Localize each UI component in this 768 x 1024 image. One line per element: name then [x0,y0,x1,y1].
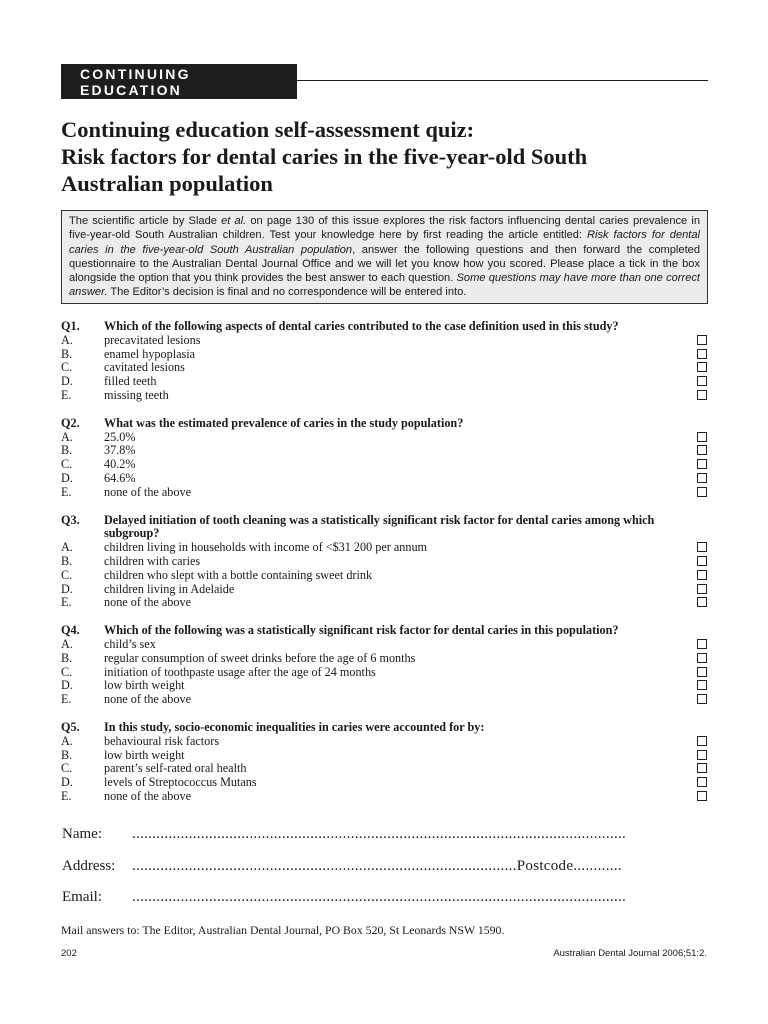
answer-checkbox[interactable] [697,473,707,483]
intro-text-3: , answer the following questions and then forward the completed questionnaire to the Australian Dental Journal Office and we will let you know how you scored. Please place a tick in the box alongside the option that you think provides the best answer to each question. [69,243,700,285]
option-letter: C. [61,457,73,472]
option-text: initiation of toothpaste usage after the age of 24 months [104,664,376,679]
intro-italic-1: et al. [221,215,247,227]
address-label: Address: [62,858,116,874]
option-letter: D. [61,678,73,693]
answer-checkbox[interactable] [697,694,707,704]
name-label: Name: [62,826,102,842]
name-field[interactable] [62,826,702,843]
option-row [61,596,711,610]
answer-checkbox[interactable] [697,542,707,552]
option-letter: E. [61,387,72,402]
question-number: Q4. [61,623,80,638]
option-letter: E. [61,788,72,803]
option-row [61,444,711,458]
answer-checkbox[interactable] [697,763,707,773]
answer-checkbox[interactable] [697,750,707,760]
answer-checkbox[interactable] [697,362,707,372]
option-text: children living in households with income of <$31 200 per annum [104,540,428,555]
address-dotted-line[interactable]: ...............................................................................................Postcode............ [132,858,622,874]
question-3 [61,514,711,611]
option-row [61,555,711,569]
option-text: none of the above [104,484,191,499]
option-text: children who slept with a bottle containing sweet drink [104,567,373,582]
option-text: filled teeth [104,374,157,389]
answer-checkbox[interactable] [697,445,707,455]
option-row [61,679,711,693]
question-row [61,624,711,638]
option-row [61,652,711,666]
option-letter: C. [61,664,73,679]
banner-rule [297,80,708,81]
option-text: levels of Streptococcus Mutans [104,775,257,790]
option-letter: B. [61,650,73,665]
answer-checkbox[interactable] [697,335,707,345]
option-text: precavitated lesions [104,332,201,347]
email-label: Email: [62,889,102,905]
answer-checkbox[interactable] [697,653,707,663]
option-text: low birth weight [104,678,185,693]
option-text: low birth weight [104,747,185,762]
option-letter: C. [61,567,73,582]
option-row [61,486,711,500]
option-text: 64.6% [104,470,136,485]
option-row [61,431,711,445]
option-letter: E. [61,692,72,707]
option-letter: A. [61,733,73,748]
option-letter: E. [61,595,72,610]
answer-checkbox[interactable] [697,376,707,386]
answer-checkbox[interactable] [697,680,707,690]
option-row [61,458,711,472]
question-4 [61,624,711,707]
option-row [61,583,711,597]
intro-text-4: The Editor’s decision is final and no correspondence will be entered into. [107,286,467,299]
answer-checkbox[interactable] [697,432,707,442]
option-row [61,348,711,362]
option-text: regular consumption of sweet drinks before the age of 6 months [104,650,416,665]
option-row [61,472,711,486]
question-row [61,320,711,334]
question-number: Q1. [61,319,80,333]
section-banner [61,64,297,99]
answer-checkbox[interactable] [697,777,707,787]
question-row [61,417,711,431]
option-text: child’s sex [104,636,156,651]
question-text: Which of the following was a statistically significant risk factor for dental caries in this population? [104,623,619,638]
quiz-questions [61,320,711,818]
intro-text-2: on page 130 of this issue explores the risk factors influencing dental caries prevalence in five-year-old South Australian children. Test your knowledge here by first reading the article entitled: [69,215,701,242]
question-text: What was the estimated prevalence of caries in the study population? [104,415,464,430]
question-text: Which of the following aspects of dental caries contributed to the case definition used in this study? [104,319,619,333]
title-line-1: Continuing education self-assessment quiz: [61,117,475,142]
option-letter: A. [61,429,73,444]
answer-checkbox[interactable] [697,487,707,497]
answer-checkbox[interactable] [697,667,707,677]
intro-article-title: Risk factors for dental caries in the five-year-old South Australian population [69,229,701,256]
option-row [61,334,711,348]
option-row [61,749,711,763]
option-text: children living in Adelaide [104,581,235,596]
option-letter: A. [61,540,73,555]
intro-italic-note: Some questions may have more than one correct answer. [69,272,700,299]
option-row [61,375,711,389]
option-letter: A. [61,636,73,651]
intro-box [61,210,708,304]
section-banner-label: CONTINUING EDUCATION [80,65,191,98]
option-text: 37.8% [104,443,136,458]
option-row [61,666,711,680]
option-text: cavitated lesions [104,360,185,375]
option-row [61,541,711,555]
journal-citation: Australian Dental Journal 2006;51:2. [553,948,707,959]
option-text: none of the above [104,692,191,707]
answer-checkbox[interactable] [697,584,707,594]
intro-text-1: The scientific article by Slade [69,215,222,227]
option-letter: D. [61,581,73,596]
answer-checkbox[interactable] [697,570,707,580]
question-text: In this study, socio-economic inequalities in caries were accounted for by: [104,719,485,734]
page-number: 202 [61,948,77,959]
title-line-3: Australian population [61,171,273,196]
mail-instructions: Mail answers to: The Editor, Australian Dental Journal, PO Box 520, St Leonards NSW 1590. [61,923,505,937]
name-dotted-line[interactable]: .......................................................................................................................... [132,826,627,842]
answer-checkbox[interactable] [697,390,707,400]
option-letter: B. [61,553,73,568]
option-letter: B. [61,346,73,361]
option-letter: C. [61,761,73,776]
question-row [61,721,711,735]
answer-checkbox[interactable] [697,349,707,359]
option-text: none of the above [104,788,191,803]
option-row [61,776,711,790]
question-text: Delayed initiation of tooth cleaning was a statistically significant risk factor for dental caries among which subgroup? [104,512,655,541]
option-row [61,569,711,583]
option-letter: D. [61,470,73,485]
option-letter: C. [61,360,73,375]
option-row [61,762,711,776]
title-line-2: Risk factors for dental caries in the five-year-old South [61,144,588,169]
option-text: enamel hypoplasia [104,346,196,361]
option-text: none of the above [104,595,191,610]
question-number: Q3. [61,512,80,527]
option-letter: D. [61,775,73,790]
option-text: children with caries [104,553,201,568]
question-1 [61,320,711,403]
option-row [61,389,711,403]
option-text: 40.2% [104,457,136,472]
answer-checkbox[interactable] [697,597,707,607]
option-letter: B. [61,747,73,762]
page-title [61,116,721,197]
option-row [61,790,711,804]
question-5 [61,721,711,804]
answer-checkbox[interactable] [697,791,707,801]
option-row [61,361,711,375]
answer-checkbox[interactable] [697,556,707,566]
answer-checkbox[interactable] [697,736,707,746]
option-row [61,735,711,749]
option-row [61,638,711,652]
email-field[interactable] [62,889,702,906]
question-row [61,514,711,542]
email-dotted-line[interactable]: .......................................................................................................................... [132,889,627,905]
option-letter: D. [61,374,73,389]
option-letter: E. [61,484,72,499]
address-field[interactable] [62,858,702,875]
option-text: missing teeth [104,387,169,402]
option-text: parent’s self-rated oral health [104,761,247,776]
option-letter: A. [61,332,73,347]
answer-checkbox[interactable] [697,459,707,469]
option-text: 25.0% [104,429,136,444]
option-row [61,693,711,707]
option-text: behavioural risk factors [104,733,220,748]
question-number: Q2. [61,415,80,430]
question-2 [61,417,711,500]
answer-checkbox[interactable] [697,639,707,649]
question-number: Q5. [61,719,80,734]
option-letter: B. [61,443,73,458]
